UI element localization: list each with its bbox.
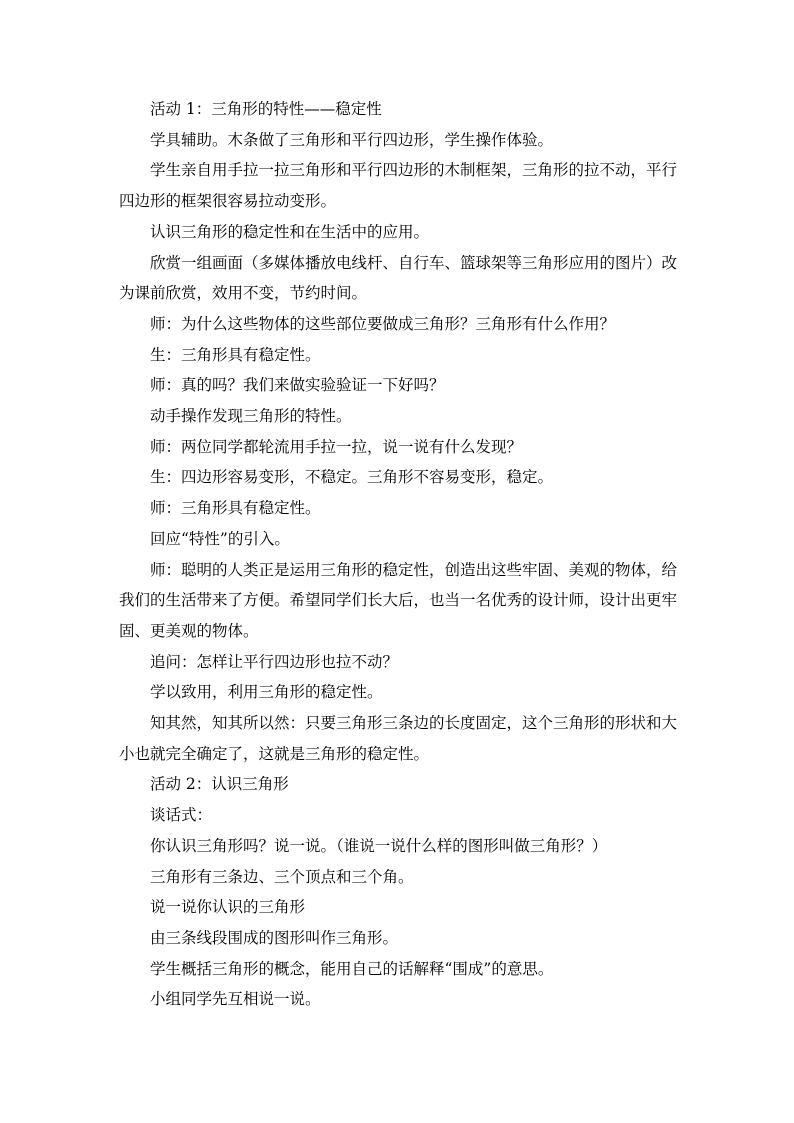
- paragraph: 说一说你认识的三角形: [150, 898, 306, 917]
- paragraph: 师：三角形具有稳定性。: [150, 499, 321, 518]
- paragraph: 你认识三角形吗？说一说。（谁说一说什么样的图形叫做三角形？）: [150, 836, 608, 855]
- document-body: [119, 94, 677, 1015]
- paragraph: 学具辅助。木条做了三角形和平行四边形，学生操作体验。: [150, 130, 554, 149]
- paragraph: 三角形有三条边、三个顶点和三个角。: [150, 867, 414, 886]
- paragraph: 学生概括三角形的概念，能用自己的话解释“围成”的意思。: [150, 959, 554, 978]
- paragraph: 师：聪明的人类正是运用三角形的稳定性，创造出这些牢固、美观的物体，给我们的生活带来了方便。希望同学们长大后，也当一名优秀的设计师，设计出更牢固、更美观的物体。: [119, 560, 678, 640]
- paragraph: 动手操作发现三角形的特性。: [150, 407, 352, 426]
- paragraph: 追问：怎样让平行四边形也拉不动？: [150, 652, 399, 671]
- paragraph: 学以致用，利用三角形的稳定性。: [150, 683, 383, 702]
- paragraph: 师：真的吗？我们来做实验验证一下好吗？: [150, 376, 445, 395]
- paragraph: 生：三角形具有稳定性。: [150, 345, 321, 364]
- paragraph: 活动 1：三角形的特性——稳定性: [150, 100, 382, 118]
- paragraph: 谈话式：: [150, 806, 213, 825]
- paragraph: 知其然，知其所以然：只要三角形三条边的长度固定，这个三角形的形状和大小也就完全确定了，这就是三角形的稳定性。: [119, 714, 678, 763]
- paragraph: 活动 2：认识三角形: [150, 775, 289, 794]
- paragraph: 回应“特性”的引入。: [150, 529, 290, 548]
- paragraph: 由三条线段围成的图形叫作三角形。: [150, 928, 399, 947]
- paragraph: 欣赏一组画面（多媒体播放电线杆、自行车、篮球架等三角形应用的图片）改为课前欣赏，效用不变，节约时间。: [119, 253, 678, 303]
- paragraph: 学生亲自用手拉一拉三角形和平行四边形的木制框架，三角形的拉不动，平行四边形的框架很容易拉动变形。: [119, 161, 678, 211]
- paragraph: 师：为什么这些物体的这些部位要做成三角形？三角形有什么作用？: [150, 314, 616, 333]
- paragraph: 生：四边形容易变形，不稳定。三角形不容易变形，稳定。: [150, 468, 554, 487]
- paragraph: 认识三角形的稳定性和在生活中的应用。: [150, 222, 430, 241]
- paragraph: 师：两位同学都轮流用手拉一拉，说一说有什么发现？: [150, 437, 523, 456]
- paragraph: 小组同学先互相说一说。: [150, 990, 321, 1009]
